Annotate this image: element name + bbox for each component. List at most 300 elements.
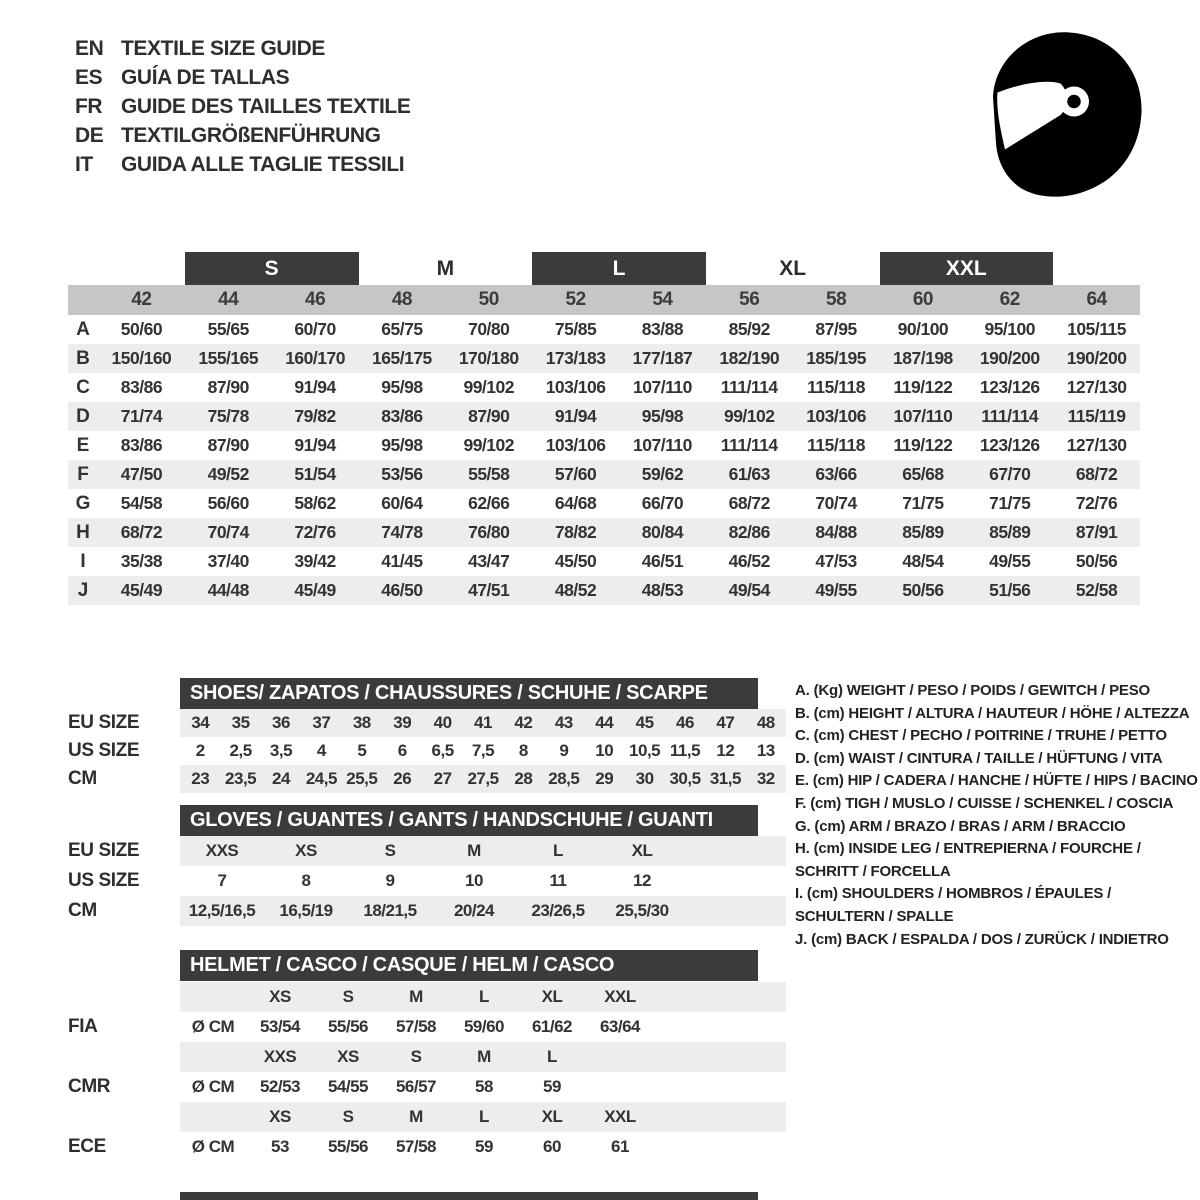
measurement-value: 66/70 bbox=[641, 493, 684, 513]
table-cell: 27,5 bbox=[467, 769, 499, 788]
measurement-value: 99/102 bbox=[723, 406, 775, 426]
measurement-value: 79/82 bbox=[294, 406, 336, 426]
row-label bbox=[68, 1042, 180, 1072]
table-cell: XL bbox=[541, 1107, 563, 1126]
measurement-value: 60/70 bbox=[294, 319, 336, 339]
shoes-section-header: SHOES/ ZAPATOS / CHAUSSURES / SCHUHE / SCARPE bbox=[180, 678, 758, 709]
table-cell: 35 bbox=[231, 713, 250, 732]
measurement-value: 127/130 bbox=[1066, 435, 1127, 455]
measurement-value: 57/60 bbox=[554, 464, 597, 484]
measurement-value: 95/98 bbox=[381, 435, 423, 455]
table-cell: 18/21,5 bbox=[363, 901, 417, 920]
table-cell: 28 bbox=[514, 769, 533, 788]
table-cell: 60 bbox=[543, 1137, 561, 1156]
table-cell: 39 bbox=[393, 713, 412, 732]
measurement-value: 45/49 bbox=[120, 580, 163, 600]
table-cell: XS bbox=[295, 841, 317, 860]
measurement-value: 107/110 bbox=[893, 406, 953, 426]
gloves-section-header: GLOVES / GUANTES / GANTS / HANDSCHUHE / GUANTI bbox=[180, 805, 758, 836]
measurement-value: 59/62 bbox=[641, 464, 684, 484]
table-cell: 52/53 bbox=[259, 1077, 301, 1096]
table-cell: XS bbox=[269, 987, 291, 1006]
measurement-value: 170/180 bbox=[458, 348, 519, 368]
table-cell: XS bbox=[269, 1107, 291, 1126]
table-row bbox=[68, 709, 786, 737]
measurement-value: 115/119 bbox=[1067, 406, 1126, 426]
measurement-value: 99/102 bbox=[463, 435, 514, 455]
language-title-list bbox=[75, 34, 410, 179]
table-cell: 34 bbox=[191, 713, 210, 732]
helmet-section-header: HELMET / CASCO / CASQUE / HELM / CASCO bbox=[180, 950, 758, 981]
table-row bbox=[68, 460, 1140, 489]
table-cell: XL bbox=[631, 841, 653, 860]
title-row bbox=[75, 34, 410, 63]
table-cell: 11,5 bbox=[669, 741, 701, 760]
size-number: 42 bbox=[131, 289, 152, 310]
table-cell: XXS bbox=[205, 841, 239, 860]
table-cell: 8 bbox=[518, 741, 528, 760]
measurement-value: 127/130 bbox=[1066, 377, 1127, 397]
measurement-value: 111/114 bbox=[720, 377, 778, 397]
table-row bbox=[68, 836, 786, 866]
row-values bbox=[180, 709, 786, 737]
guide-title: GUIDA ALLE TAGLIE TESSILI bbox=[121, 152, 405, 176]
measurement-value: 47/51 bbox=[468, 580, 510, 600]
measurement-value: 87/90 bbox=[207, 435, 249, 455]
size-number: 54 bbox=[652, 289, 673, 310]
measurement-value: 41/45 bbox=[381, 551, 423, 571]
table-cell: 6 bbox=[397, 741, 407, 760]
table-cell: 5 bbox=[357, 741, 367, 760]
table-row bbox=[68, 765, 786, 793]
measurement-value: 64/68 bbox=[554, 493, 597, 513]
size-number: 58 bbox=[826, 289, 847, 310]
table-cell: XXL bbox=[604, 1107, 636, 1126]
measurement-value: 80/84 bbox=[641, 522, 684, 542]
size-number: 64 bbox=[1086, 289, 1107, 310]
measurement-value: 84/88 bbox=[815, 522, 857, 542]
measurement-value: 37/40 bbox=[207, 551, 249, 571]
row-label bbox=[68, 1102, 180, 1132]
measurement-value: 68/72 bbox=[1075, 464, 1118, 484]
table-cell: 41 bbox=[474, 713, 492, 732]
measurement-value: 50/60 bbox=[120, 319, 163, 339]
table-cell: 3,5 bbox=[269, 741, 293, 760]
table-cell: 16,5/19 bbox=[279, 901, 333, 920]
table-cell: 23,5 bbox=[225, 769, 257, 788]
measurement-value: 185/195 bbox=[806, 348, 866, 368]
guide-title: GUIDE DES TAILLES TEXTILE bbox=[121, 94, 411, 118]
measurement-value: 78/82 bbox=[554, 522, 597, 542]
measurement-value: 43/47 bbox=[468, 551, 510, 571]
measurement-value: 51/56 bbox=[989, 580, 1031, 600]
table-cell: 10 bbox=[595, 741, 614, 760]
row-key: I bbox=[80, 550, 86, 572]
legend-line: E. (cm) HIP / CADERA / HANCHE / HÜFTE / HIPS / BACINO bbox=[795, 772, 1198, 790]
measurement-value: 47/50 bbox=[120, 464, 163, 484]
measurement-value: 55/65 bbox=[207, 319, 249, 339]
row-key: A bbox=[76, 318, 90, 340]
table-cell: 53/54 bbox=[259, 1017, 301, 1036]
size-header-row bbox=[68, 252, 1140, 285]
legend-line: D. (cm) WAIST / CINTURA / TAILLE / HÜFTUNG / VITA bbox=[795, 749, 1163, 767]
measurement-value: 50/56 bbox=[902, 580, 944, 600]
measurement-value: 165/175 bbox=[372, 348, 432, 368]
size-number: 46 bbox=[305, 289, 326, 310]
row-label: CM bbox=[68, 900, 97, 921]
measurement-value: 103/106 bbox=[545, 377, 606, 397]
measurement-value: 115/118 bbox=[807, 377, 865, 397]
table-cell: 59 bbox=[475, 1137, 493, 1156]
table-cell: XXL bbox=[604, 987, 636, 1006]
size-number: 60 bbox=[912, 289, 933, 310]
row-label: CM bbox=[68, 768, 97, 789]
table-cell: 7 bbox=[217, 871, 227, 890]
measurement-value: 46/52 bbox=[728, 551, 770, 571]
row-values bbox=[180, 836, 786, 866]
measurement-value: 95/100 bbox=[984, 319, 1035, 339]
measurement-value: 107/110 bbox=[633, 435, 692, 455]
measurement-value: 68/72 bbox=[728, 493, 770, 513]
measurement-value: 95/98 bbox=[641, 406, 684, 426]
table-row bbox=[68, 866, 786, 896]
measurement-value: 182/190 bbox=[719, 348, 780, 368]
measurement-value: 155/165 bbox=[198, 348, 259, 368]
table-cell: 59 bbox=[543, 1077, 561, 1096]
row-values bbox=[180, 1012, 786, 1042]
table-cell: 25,5 bbox=[346, 769, 378, 788]
measurement-value: 87/91 bbox=[1075, 522, 1118, 542]
table-row bbox=[68, 518, 1140, 547]
table-row bbox=[68, 1132, 786, 1162]
row-key: E bbox=[76, 434, 90, 456]
measurement-value: 46/50 bbox=[381, 580, 423, 600]
measurement-value: 85/89 bbox=[989, 522, 1031, 542]
helmet-size-table bbox=[68, 982, 786, 1162]
table-cell: 26 bbox=[393, 769, 412, 788]
table-cell: XXS bbox=[263, 1047, 297, 1066]
size-label-xl: XL bbox=[779, 256, 807, 280]
table-row bbox=[68, 431, 1140, 460]
row-label: US SIZE bbox=[68, 870, 140, 891]
size-number: 48 bbox=[391, 289, 412, 310]
table-cell: 23 bbox=[191, 769, 210, 788]
measurement-value: 70/74 bbox=[815, 493, 857, 513]
measurement-value: 67/70 bbox=[989, 464, 1031, 484]
table-cell: 46 bbox=[676, 713, 694, 732]
table-cell: 37 bbox=[312, 713, 331, 732]
table-cell: 54/55 bbox=[327, 1077, 369, 1096]
size-number: 52 bbox=[565, 289, 586, 310]
measurement-value: 49/54 bbox=[728, 580, 770, 600]
table-cell: M bbox=[477, 1047, 491, 1066]
table-cell: XS bbox=[337, 1047, 359, 1066]
row-key: J bbox=[77, 579, 89, 601]
table-cell: 61/62 bbox=[531, 1017, 573, 1036]
measurement-value: 49/55 bbox=[815, 580, 857, 600]
measurement-value: 50/56 bbox=[1075, 551, 1118, 571]
table-cell: XL bbox=[541, 987, 563, 1006]
table-cell: 57/58 bbox=[395, 1017, 437, 1036]
measurement-value: 115/118 bbox=[807, 435, 865, 455]
table-cell: 10,5 bbox=[629, 741, 661, 760]
table-cell: 27 bbox=[433, 769, 452, 788]
table-cell: 28,5 bbox=[548, 769, 580, 788]
measurement-value: 70/80 bbox=[468, 319, 510, 339]
table-cell: L bbox=[479, 1107, 489, 1126]
measurement-value: 75/78 bbox=[207, 406, 249, 426]
measurement-value: 71/75 bbox=[902, 493, 944, 513]
row-values bbox=[180, 982, 786, 1012]
row-key: H bbox=[76, 521, 90, 543]
measurement-value: 103/106 bbox=[545, 435, 606, 455]
table-row bbox=[68, 982, 786, 1012]
cutoff-section-bar bbox=[180, 1192, 758, 1200]
measurement-value: 76/80 bbox=[468, 522, 510, 542]
measurement-value: 87/90 bbox=[207, 377, 249, 397]
table-cell: 43 bbox=[554, 713, 573, 732]
table-cell: 9 bbox=[559, 741, 569, 760]
table-cell: L bbox=[553, 841, 563, 860]
table-cell: 10 bbox=[465, 871, 483, 890]
measurement-value: 103/106 bbox=[806, 406, 866, 426]
measurement-value: 53/56 bbox=[381, 464, 423, 484]
table-cell: 57/58 bbox=[395, 1137, 437, 1156]
measurement-value: 65/75 bbox=[381, 319, 423, 339]
measurement-value: 105/115 bbox=[1067, 319, 1126, 339]
legend-line: G. (cm) ARM / BRAZO / BRAS / ARM / BRACCIO bbox=[795, 817, 1126, 835]
table-cell: 44 bbox=[595, 713, 614, 732]
table-cell: 6,5 bbox=[431, 741, 454, 760]
measurement-value: 72/76 bbox=[294, 522, 336, 542]
legend-line: SCHULTERN / SPALLE bbox=[795, 907, 954, 925]
table-cell: 24 bbox=[272, 769, 290, 788]
measurement-value: 39/42 bbox=[294, 551, 336, 571]
measurement-value: 107/110 bbox=[633, 377, 692, 397]
measurement-value: 60/64 bbox=[381, 493, 423, 513]
row-label: US SIZE bbox=[68, 740, 140, 761]
table-row bbox=[68, 489, 1140, 518]
table-cell: 55/56 bbox=[327, 1137, 369, 1156]
row-values bbox=[180, 1072, 786, 1102]
table-row bbox=[68, 373, 1140, 402]
textile-size-table bbox=[68, 252, 1140, 605]
row-label bbox=[68, 982, 180, 1012]
table-row bbox=[68, 344, 1140, 373]
measurement-value: 177/187 bbox=[632, 348, 693, 368]
table-cell: L bbox=[547, 1047, 557, 1066]
table-cell: 12,5/16,5 bbox=[188, 901, 256, 920]
measurement-value: 74/78 bbox=[381, 522, 423, 542]
measurement-value: 123/126 bbox=[979, 435, 1040, 455]
table-cell: 47 bbox=[716, 713, 735, 732]
measurement-value: 72/76 bbox=[1075, 493, 1118, 513]
size-number-row bbox=[68, 285, 1140, 315]
table-cell: 4 bbox=[316, 741, 326, 760]
table-cell: L bbox=[479, 987, 489, 1006]
measurement-value: 91/94 bbox=[294, 435, 336, 455]
row-values bbox=[180, 737, 786, 765]
language-code: DE bbox=[75, 123, 104, 147]
table-cell: 53 bbox=[271, 1137, 289, 1156]
measurement-value: 83/86 bbox=[120, 377, 163, 397]
measurement-value: 55/58 bbox=[468, 464, 510, 484]
table-cell: 24,5 bbox=[305, 769, 337, 788]
table-cell: M bbox=[409, 1107, 423, 1126]
gloves-table bbox=[68, 836, 786, 926]
table-cell: 23/26,5 bbox=[531, 901, 585, 920]
measurement-value: 63/66 bbox=[815, 464, 857, 484]
table-cell: 30 bbox=[635, 769, 654, 788]
measurement-value: 45/50 bbox=[554, 551, 597, 571]
table-cell: 25,5/30 bbox=[615, 901, 669, 920]
measurement-value: 75/85 bbox=[554, 319, 597, 339]
table-cell: 45 bbox=[635, 713, 654, 732]
table-cell: 63/64 bbox=[599, 1017, 641, 1036]
table-cell: 56/57 bbox=[395, 1077, 437, 1096]
table-cell: 30,5 bbox=[669, 769, 701, 788]
measurement-value: 54/58 bbox=[120, 493, 163, 513]
title-row bbox=[75, 150, 410, 179]
row-label: EU SIZE bbox=[68, 712, 140, 733]
size-number: 62 bbox=[999, 289, 1020, 310]
title-row bbox=[75, 121, 410, 150]
measurement-value: 150/160 bbox=[111, 348, 172, 368]
measurement-value: 85/92 bbox=[728, 319, 770, 339]
measurement-value: 68/72 bbox=[120, 522, 163, 542]
table-cell: 9 bbox=[385, 871, 395, 890]
measurement-value: 82/86 bbox=[728, 522, 770, 542]
table-cell: 8 bbox=[301, 871, 311, 890]
measurement-value: 187/198 bbox=[893, 348, 953, 368]
measurement-value: 90/100 bbox=[897, 319, 949, 339]
size-label-xxl: XXL bbox=[880, 252, 1054, 285]
language-code: EN bbox=[75, 36, 104, 60]
row-values bbox=[180, 1132, 786, 1162]
measurement-legend bbox=[795, 680, 1200, 951]
measurement-value: 111/114 bbox=[981, 406, 1039, 426]
table-cell: 11 bbox=[549, 871, 567, 890]
measurement-value: 44/48 bbox=[207, 580, 249, 600]
measurement-value: 173/183 bbox=[545, 348, 606, 368]
measurement-value: 111/114 bbox=[720, 435, 778, 455]
table-cell: M bbox=[467, 841, 481, 860]
measurement-value: 190/200 bbox=[979, 348, 1040, 368]
title-row bbox=[75, 92, 410, 121]
row-label: CMR bbox=[68, 1076, 111, 1097]
table-cell: Ø CM bbox=[191, 1137, 235, 1156]
table-cell: M bbox=[409, 987, 423, 1006]
legend-line: A. (Kg) WEIGHT / PESO / POIDS / GEWITCH / PESO bbox=[795, 682, 1150, 699]
legend-line: SCHRITT / FORCELLA bbox=[795, 862, 951, 880]
row-label: FIA bbox=[68, 1016, 98, 1037]
table-row bbox=[68, 1102, 786, 1132]
measurement-value: 47/53 bbox=[815, 551, 857, 571]
size-label-l: L bbox=[532, 252, 706, 285]
table-cell: 55/56 bbox=[327, 1017, 369, 1036]
legend-line: B. (cm) HEIGHT / ALTURA / HAUTEUR / HÖHE / ALTEZZA bbox=[795, 704, 1190, 722]
table-cell: S bbox=[342, 987, 354, 1006]
measurement-value: 65/68 bbox=[902, 464, 944, 484]
row-key: D bbox=[76, 405, 90, 427]
guide-title: TEXTILGRÖßENFÜHRUNG bbox=[121, 123, 381, 147]
measurement-value: 51/54 bbox=[294, 464, 336, 484]
table-cell: 7,5 bbox=[471, 741, 495, 760]
measurement-value: 71/75 bbox=[989, 493, 1031, 513]
measurement-value: 56/60 bbox=[207, 493, 249, 513]
measurement-value: 70/74 bbox=[207, 522, 249, 542]
table-cell: Ø CM bbox=[191, 1017, 235, 1036]
measurement-value: 62/66 bbox=[468, 493, 510, 513]
row-key: B bbox=[76, 347, 90, 369]
size-number: 44 bbox=[218, 289, 239, 310]
measurement-value: 45/49 bbox=[294, 580, 336, 600]
row-key: F bbox=[77, 463, 89, 485]
title-row bbox=[75, 63, 410, 92]
language-code: ES bbox=[75, 65, 103, 89]
guide-title: GUÍA DE TALLAS bbox=[121, 65, 290, 89]
measurement-value: 83/86 bbox=[120, 435, 163, 455]
measurement-value: 87/90 bbox=[468, 406, 510, 426]
table-cell: S bbox=[342, 1107, 354, 1126]
table-row bbox=[68, 1042, 786, 1072]
table-cell: 48 bbox=[756, 713, 775, 732]
row-label: ECE bbox=[68, 1136, 106, 1157]
measurement-value: 95/98 bbox=[381, 377, 423, 397]
table-row bbox=[68, 576, 1140, 605]
table-cell: 42 bbox=[514, 713, 533, 732]
table-cell: 36 bbox=[272, 713, 290, 732]
measurement-value: 49/52 bbox=[207, 464, 249, 484]
measurement-value: 58/62 bbox=[294, 493, 336, 513]
measurement-value: 48/52 bbox=[554, 580, 597, 600]
measurement-value: 123/126 bbox=[979, 377, 1040, 397]
table-cell: 20/24 bbox=[453, 901, 495, 920]
table-cell: S bbox=[384, 841, 396, 860]
table-cell: 32 bbox=[756, 769, 775, 788]
measurement-value: 87/95 bbox=[815, 319, 857, 339]
size-number: 56 bbox=[739, 289, 760, 310]
measurement-value: 190/200 bbox=[1066, 348, 1127, 368]
row-values bbox=[180, 765, 786, 793]
table-cell: 2,5 bbox=[229, 741, 252, 760]
table-cell: 38 bbox=[352, 713, 371, 732]
measurement-value: 119/122 bbox=[893, 377, 953, 397]
row-values bbox=[180, 896, 786, 926]
table-cell: 12 bbox=[716, 741, 735, 760]
measurement-value: 83/86 bbox=[381, 406, 423, 426]
legend-line: I. (cm) SHOULDERS / HOMBROS / ÉPAULES / bbox=[795, 885, 1112, 903]
measurement-value: 52/58 bbox=[1075, 580, 1118, 600]
legend-line: H. (cm) INSIDE LEG / ENTREPIERNA / FOURCHE / bbox=[795, 840, 1141, 858]
measurement-value: 71/74 bbox=[120, 406, 163, 426]
measurement-value: 91/94 bbox=[554, 406, 597, 426]
measurement-value: 61/63 bbox=[728, 464, 770, 484]
row-key: C bbox=[76, 376, 90, 398]
measurement-value: 35/38 bbox=[120, 551, 163, 571]
legend-line: C. (cm) CHEST / PECHO / POITRINE / TRUHE / PETTO bbox=[795, 727, 1167, 745]
table-cell: 13 bbox=[756, 741, 775, 760]
measurement-value: 85/89 bbox=[902, 522, 944, 542]
row-key: G bbox=[75, 492, 91, 514]
table-cell: 2 bbox=[195, 741, 205, 760]
guide-title: TEXTILE SIZE GUIDE bbox=[121, 36, 325, 60]
measurement-value: 91/94 bbox=[294, 377, 336, 397]
table-cell: 58 bbox=[475, 1077, 493, 1096]
legend-line: F. (cm) TIGH / MUSLO / CUISSE / SCHENKEL / COSCIA bbox=[795, 794, 1174, 812]
size-number: 50 bbox=[478, 289, 499, 310]
shoes-table bbox=[68, 709, 786, 793]
